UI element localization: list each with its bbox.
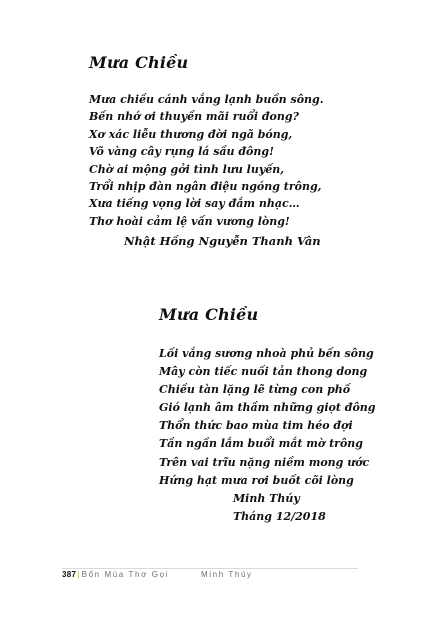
poem-1-line: Võ vàng cây rụng lá sầu đông! (89, 145, 274, 159)
poem-2-line: Hứng hạt mưa rơi buốt cõi lòng (159, 473, 354, 487)
footer-author: Minh Thúy (201, 570, 253, 579)
footer-divider (62, 568, 358, 569)
poem-1-line: Bến nhớ ơi thuyền mãi ruổi đong? (89, 110, 299, 124)
poem-2-line: Gió lạnh âm thầm những giọt đông (159, 401, 376, 415)
poem-1-line: Trổi nhịp đàn ngân điệu ngóng trông, (89, 179, 322, 193)
poem-1-line: Xưa tiếng vọng lời say đắm nhạc… (89, 197, 300, 211)
poem-2-body (159, 345, 376, 490)
poem-2-date: Tháng 12/2018 (233, 510, 326, 523)
poem-1-line: Chờ ai mộng gởi tình lưu luyến, (89, 162, 285, 176)
page-number: 387 (62, 570, 77, 579)
poem-1-body (89, 91, 324, 230)
poem-2-author: Minh Thúy (233, 492, 300, 505)
poem-1-author: Nhật Hồng Nguyễn Thanh Vân (124, 234, 321, 248)
poem-2-title: Mưa Chiều (159, 305, 259, 324)
poem-2-line: Trên vai trĩu nặng niềm mong ước (159, 455, 370, 469)
poem-1-line: Mưa chiều cánh vắng lạnh buồn sông. (89, 93, 324, 106)
poem-1-line: Xơ xác liễu thương đời ngã bóng, (89, 127, 293, 141)
poem-1-line: Thơ hoài cảm lệ vấn vương lòng! (89, 214, 290, 228)
poem-2-line: Thổn thức bao mùa tim héo đợi (159, 419, 353, 433)
page-footer (62, 570, 253, 579)
poem-2-line: Chiều tàn lặng lẽ từng con phố (159, 383, 351, 397)
poem-2-line: Lối vắng sương nhoà phủ bến sông (159, 347, 374, 360)
poem-1-title: Mưa Chiều (89, 53, 189, 72)
footer-separator: | (77, 570, 80, 579)
poem-2-line: Mây còn tiếc nuối tản thong dong (159, 365, 368, 379)
poem-2-line: Tần ngần lắm buổi mắt mờ trông (159, 437, 363, 451)
book-title: Bốn Mùa Thơ Gọi (81, 570, 169, 579)
